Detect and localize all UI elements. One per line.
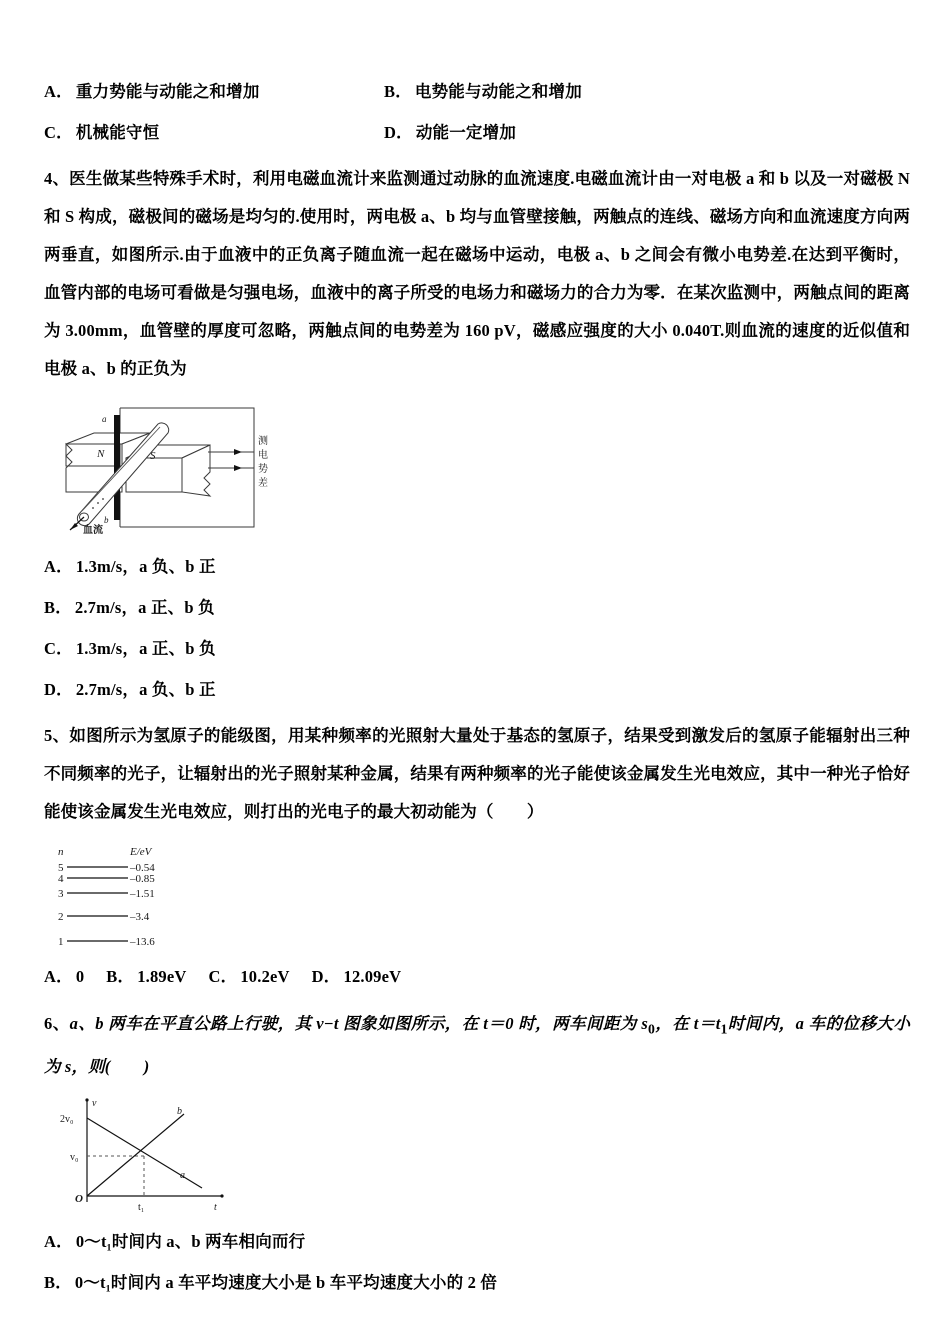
level-4-n: 4	[58, 873, 64, 885]
option-a[interactable]	[44, 78, 384, 102]
option-b[interactable]	[384, 78, 582, 102]
question4-option-b-text: 2.7m/s，a 正、b 负	[74, 598, 215, 617]
question3-option-row-1	[44, 78, 910, 102]
y-axis-tip	[85, 1099, 88, 1102]
y-tick-2v0: 2v₀	[60, 1114, 74, 1126]
level-5-n: 5	[58, 862, 64, 874]
electrode-plate	[114, 415, 120, 520]
question6-text-part3: 时间内，a 车的位移大小为 s，则( )	[44, 1014, 910, 1077]
level-1-energy: –13.6	[130, 936, 155, 948]
question6-number: 6、	[44, 1014, 70, 1033]
magnet-s-label: S	[150, 450, 156, 462]
option-b-label: B．	[384, 82, 412, 101]
question6-text-part1: a、b 两车在平直公路上行驶，其 v−t 图象如图所示，在 t＝0 时，两车间距为 s	[69, 1014, 648, 1033]
question6-option-b-label: B．	[44, 1273, 72, 1293]
velocity-time-svg	[54, 1094, 239, 1214]
x-axis-tip	[220, 1195, 223, 1198]
energy-level-figure	[52, 841, 910, 949]
option-d-label: D．	[384, 123, 413, 142]
question4-text: 医生做某些特殊手术时，利用电磁血流计来监测通过动脉的血流速度.电磁血流计由一对电极 a 和 b 以及一对磁极 N 和 S 构成，磁极间的磁场是均匀的.使用时，两电极 a、b 均与血管壁接触，两触点的连线、磁场方向和血流速度方向两两垂直，如图所示.由于血液中的正负离子随血流一起在磁场中运动，电极 a、b 之间会有微小电势差.在达到平衡时，血管内部的电场可看做是匀强电场，血液中的离子所受的电场力和磁场力的合力为零．在某次监测中，两触点间的距离为 3.00mm，血管壁的厚度可忽略，两触点间的电势差为 160 pV，磁感应强度的大小 0.040T.则血流的速度的近似值和电极 a、b 的正负为	[44, 169, 910, 378]
option-c[interactable]	[44, 119, 384, 143]
question6-text-part2: ，在 t＝t	[655, 1014, 721, 1033]
measure-arrow-top-icon	[234, 449, 242, 455]
question4-option-a[interactable]	[44, 553, 910, 577]
question5-option-b-text: 1.89eV	[137, 967, 187, 986]
question4-number: 4、	[44, 169, 70, 188]
option-d[interactable]	[384, 119, 516, 143]
question4-option-d-text: 2.7m/s，a 负、b 正	[75, 680, 216, 699]
level-3-energy: –1.51	[130, 888, 155, 900]
option-a-label: A．	[44, 82, 73, 101]
velocity-time-figure	[54, 1094, 910, 1214]
blood-flowmeter-svg	[58, 400, 288, 535]
question4-option-c[interactable]	[44, 635, 910, 659]
curve-a-label: a	[180, 1170, 185, 1182]
x-axis-label: t	[214, 1202, 217, 1214]
question3-option-row-2	[44, 119, 910, 143]
x-tick-t1: t₁	[138, 1202, 145, 1214]
question5-option-b-label: B．	[106, 967, 135, 986]
origin-label: O	[75, 1193, 83, 1206]
level-4-energy: –0.85	[130, 873, 155, 885]
energy-header-n: n	[58, 846, 64, 858]
energy-level-svg	[52, 841, 187, 949]
energy-header-e: E/eV	[130, 846, 152, 858]
question5-paragraph	[44, 717, 910, 831]
question5-options	[44, 963, 910, 987]
level-2-n: 2	[58, 911, 64, 923]
question5-option-a[interactable]	[44, 967, 84, 986]
question4-option-b-label: B．	[44, 598, 72, 617]
y-tick-v0: v₀	[70, 1152, 79, 1164]
question5-option-a-label: A．	[44, 967, 73, 986]
question6-option-a[interactable]	[44, 1228, 910, 1252]
option-d-text: 动能一定增加	[415, 123, 517, 142]
question5-number: 5、	[44, 726, 70, 745]
question4-option-b[interactable]	[44, 594, 910, 618]
question5-option-c-label: C．	[208, 967, 238, 986]
measure-label-char2: 电	[258, 450, 268, 461]
option-b-text: 电势能与动能之和增加	[414, 82, 582, 101]
measure-arrow-bottom-icon	[234, 465, 242, 471]
page-content	[44, 78, 910, 1310]
question4-option-c-text: 1.3m/s，a 正、b 负	[75, 639, 216, 658]
measure-label-char1: 测	[258, 436, 268, 447]
question5-text: 如图所示为氢原子的能级图，用某种频率的光照射大量处于基态的氢原子，结果受到激发后的氢原子能辐射出三种不同频率的光子，让辐射出的光子照射某种金属，结果有两种频率的光子能使该金属发生光电效应，其中一种光子恰好能使该金属发生光电效应，则打出的光电子的最大初动能为（ ）	[44, 726, 910, 821]
level-2-energy: –3.4	[130, 911, 150, 923]
blood-flow-label: 血流	[83, 525, 103, 535]
question6-option-a-text: 0～t₁时间内 a、b 两车相向而行	[75, 1232, 306, 1252]
question6-sub-t1: 1	[720, 1021, 728, 1037]
option-c-text: 机械能守恒	[75, 123, 160, 142]
question5-option-c[interactable]	[209, 967, 290, 986]
option-a-text: 重力势能与动能之和增加	[75, 82, 260, 101]
curve-b-label: b	[177, 1106, 182, 1118]
question5-option-d[interactable]	[312, 967, 402, 986]
question4-option-d[interactable]	[44, 676, 910, 700]
question6-option-a-label: A．	[44, 1232, 73, 1252]
question5-option-d-label: D．	[311, 967, 341, 986]
y-axis-label: v	[92, 1098, 97, 1110]
measure-label-char3: 势	[258, 464, 268, 475]
question4-option-c-label: C．	[44, 639, 73, 658]
question5-option-d-text: 12.09eV	[343, 967, 402, 986]
question5-option-b[interactable]	[106, 967, 186, 986]
measure-label-char4: 差	[258, 478, 268, 489]
question6-option-b-text: 0～t₁时间内 a 车平均速度大小是 b 车平均速度大小的 2 倍	[74, 1273, 498, 1293]
question4-option-d-label: D．	[44, 680, 73, 699]
blood-flowmeter-figure	[58, 400, 910, 535]
question4-paragraph	[44, 160, 910, 388]
question4-option-a-text: 1.3m/s，a 负、b 正	[75, 557, 216, 576]
question4-option-a-label: A．	[44, 557, 73, 576]
question5-option-a-text: 0	[75, 967, 85, 986]
level-5-energy: –0.54	[130, 862, 155, 874]
electrode-b-label: b	[104, 515, 109, 525]
question6-option-b[interactable]	[44, 1269, 910, 1293]
question6-paragraph	[44, 1005, 910, 1086]
level-1-n: 1	[58, 936, 64, 948]
option-c-label: C．	[44, 123, 73, 142]
electrode-a-label: a	[102, 414, 107, 424]
level-3-n: 3	[58, 888, 64, 900]
magnet-n-label: N	[97, 448, 105, 460]
question5-option-c-text: 10.2eV	[240, 967, 290, 986]
question6-sub-s0: 0	[648, 1021, 656, 1037]
